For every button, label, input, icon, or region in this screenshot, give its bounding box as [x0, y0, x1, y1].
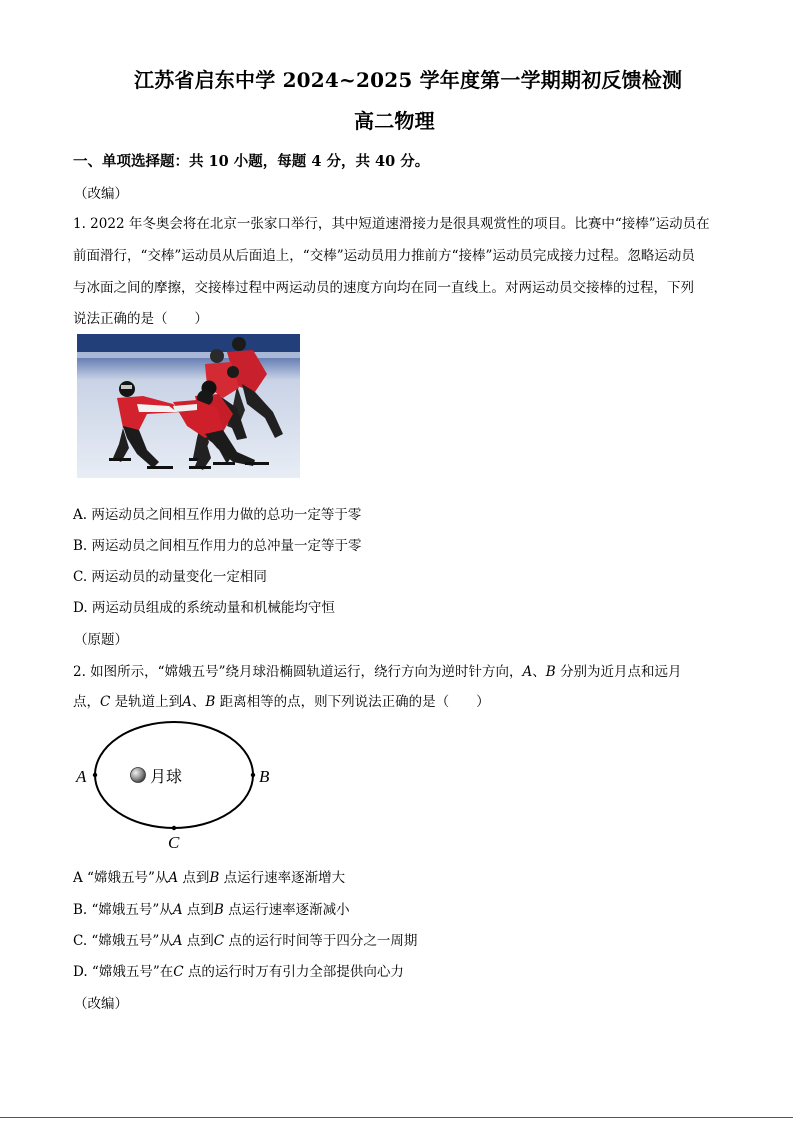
q1-tag: （改编）: [74, 186, 128, 202]
q2-option-b-prefix: B. “嫦娥五号”从: [73, 902, 173, 918]
q2-line1-text-b: 、: [532, 664, 546, 680]
q2-point-c: C: [100, 694, 111, 710]
q2-option-b-mid: 点到: [182, 902, 214, 918]
q2-option-c-prefix: C. “嫦娥五号”从: [73, 933, 173, 949]
q1-line3: 与冰面之间的摩擦，交接棒过程中两运动员的速度方向均在同一直线上。对两运动员交接棒的过程，下列: [73, 280, 694, 296]
q2-point-b-ref: B: [205, 694, 216, 710]
exam-title: 江苏省启东中学 2024~2025 学年度第一学期期初反馈检测: [134, 68, 683, 92]
q1-line2: 前面滑行，“交棒”运动员从后面追上，“交棒”运动员用力推前方“接棒”运动员完成接力过程。忽略运动员: [73, 248, 695, 264]
q2-option-b-v2: B: [213, 902, 224, 918]
q2-option-d: [73, 960, 404, 980]
exam-subject: 高二物理: [354, 109, 435, 133]
q2-option-a-mid: 点到: [178, 870, 210, 886]
q2-line1: [73, 660, 681, 680]
q2-option-d-v1: C: [173, 964, 184, 980]
orbit-diagram: [70, 718, 280, 850]
q2-point-a-ref: A: [182, 694, 192, 710]
label-b: B: [259, 767, 270, 786]
moon-icon: [131, 768, 146, 783]
q2-tag: （原题）: [74, 632, 128, 648]
q2-option-b-suffix: 点运行速率逐渐减小: [223, 902, 350, 918]
speed-skating-photo: [77, 334, 300, 478]
point-a-marker: [93, 773, 97, 777]
point-c-marker: [172, 826, 176, 830]
q2-option-c-mid: 点到: [182, 933, 214, 949]
q2-option-a-v1: A: [168, 870, 179, 886]
q2-line1-text-c: 分别为近月点和远月: [555, 664, 682, 680]
section-heading: 一、单项选择题：共 10 小题，每题 4 分，共 40 分。: [73, 153, 430, 170]
q1-option-d: D. 两运动员组成的系统动量和机械能均守恒: [73, 600, 335, 616]
page-bottom-rule: [0, 1117, 793, 1118]
q2-line2-text-b: 是轨道上到: [110, 694, 183, 710]
q1-option-a: A. 两运动员之间相互作用力做的总功一定等于零: [73, 507, 362, 523]
q1-line4: 说法正确的是（ ）: [73, 311, 208, 327]
q2-option-a-prefix: A “嫦娥五号”从: [73, 870, 169, 886]
q2-option-b-v1: A: [172, 902, 183, 918]
q2-point-b: B: [545, 664, 556, 680]
q2-line2-text-c: 、: [191, 694, 206, 710]
q2-point-a: A: [522, 664, 533, 680]
q2-line1-text-a: 2. 如图所示，“嫦娥五号”绕月球沿椭圆轨道运行，绕行方向为逆时针方向，: [73, 664, 523, 680]
label-c: C: [168, 833, 180, 850]
q2-option-a-suffix: 点运行速率逐渐增大: [219, 870, 346, 886]
moon-label: 月球: [150, 767, 183, 786]
q2-line2-text-d: 距离相等的点，则下列说法正确的是（ ）: [215, 694, 490, 710]
q2-option-c-v2: C: [213, 933, 225, 949]
q2-line2: [73, 690, 490, 710]
q2-option-c: [73, 929, 417, 949]
q2-option-d-suffix: 点的运行时万有引力全部提供向心力: [183, 964, 404, 980]
q2-option-a-v2: B: [209, 870, 220, 886]
label-a: A: [76, 767, 87, 786]
q2-option-d-prefix: D. “嫦娥五号”在: [73, 964, 174, 980]
q1-line1: 1. 2022 年冬奥会将在北京一张家口举行，其中短道速滑接力是很具观赏性的项目。比赛中“接棒”运动员在: [73, 216, 710, 232]
q2-option-c-suffix: 点的运行时间等于四分之一周期: [224, 933, 418, 949]
q3-tag: （改编）: [74, 996, 128, 1012]
q1-option-b: B. 两运动员之间相互作用力的总冲量一定等于零: [73, 538, 362, 554]
q2-option-a: [73, 866, 345, 886]
q2-option-c-v1: A: [172, 933, 183, 949]
q1-option-c: C. 两运动员的动量变化一定相同: [73, 569, 267, 585]
q2-option-b: [73, 898, 350, 918]
q2-line2-text-a: 点，: [73, 694, 100, 710]
point-b-marker: [251, 773, 255, 777]
